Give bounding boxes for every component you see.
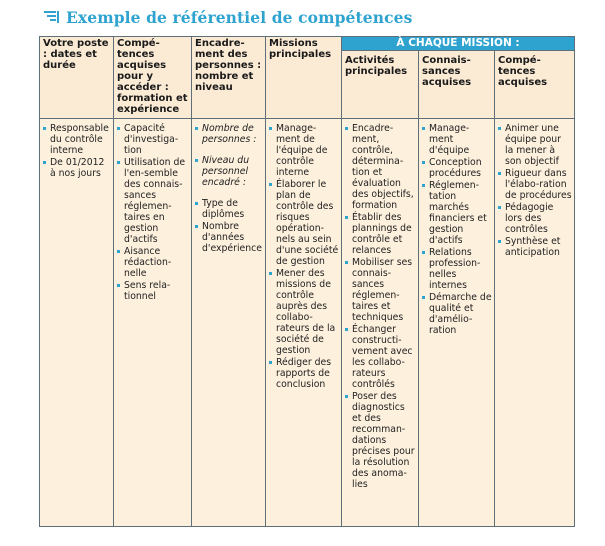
list-item: Animer une équipe pour la mener à son objectif: [498, 123, 572, 167]
list-item: Utilisation de l'en-semble des connais-sances réglemen-taires en gestion d'actifs: [117, 157, 189, 245]
list-item: Manage-ment de l'équipe de contrôle interne: [269, 123, 339, 178]
list-item: Rigueur dans l'élabo-ration de procédures: [498, 168, 572, 201]
list-item: Réglemen-tation marchés financiers et gestion d'actifs: [422, 180, 492, 246]
cell-competences: [495, 119, 575, 527]
cell-poste: [40, 119, 114, 527]
list-item: Élaborer le plan de contrôle des risques opération-nels au sein d'une société de gestion: [269, 179, 339, 267]
list-item: Capacité d'investiga-tion: [117, 123, 189, 156]
document-title: Exemple de référentiel de compétences: [66, 7, 413, 27]
competency-table: [39, 36, 575, 527]
header-encadrement: Encadre-ment des personnes : nombre et niveau: [192, 37, 266, 119]
cell-encadrement: [192, 119, 266, 527]
list-item: Pédagogie lors des contrôles: [498, 202, 572, 235]
list-item: De 01/2012 à nos jours: [43, 157, 111, 179]
header-a-chaque-mission: À CHAQUE MISSION :: [342, 37, 575, 51]
list-item: Nombre d'années d'expérience: [195, 221, 263, 254]
list-item: Type de diplômes: [195, 198, 263, 220]
list-item: Poser des diagnostics et des recomman-dations précises pour la résolution des anoma-lies: [345, 391, 416, 490]
list-item: Mobiliser ses connais-sances réglemen-taires et techniques: [345, 257, 416, 323]
header-competences-pour-acceder: Compé-tences acquises pour y accéder : formation et expérience: [114, 37, 192, 119]
header-competences: Compé-tences acquises: [495, 51, 575, 119]
header-connaissances: Connais-sances acquises: [419, 51, 495, 119]
list-item: Synthèse et anticipation: [498, 236, 572, 258]
heading-marker-icon: [44, 10, 60, 24]
list-item: Mener des missions de contrôle auprès des collabo-rateurs de la société de gestion: [269, 268, 339, 356]
list-item: Niveau du personnel encadré :: [195, 155, 263, 188]
cell-competences-pour-acceder: [114, 119, 192, 527]
list-item: Relations profession-nelles internes: [422, 247, 492, 291]
cell-missions: [266, 119, 342, 527]
list-item: Échanger constructi-vement avec les collabo-rateurs contrôlés: [345, 324, 416, 390]
cell-activites: [342, 119, 419, 527]
header-activites: Activités principales: [342, 51, 419, 119]
list-item: Manage-ment d'équipe: [422, 123, 492, 156]
list-item: Aisance rédaction-nelle: [117, 246, 189, 279]
list-item: Rédiger des rapports de conclusion: [269, 357, 339, 390]
list-item: Nombre de personnes :: [195, 123, 263, 145]
document-title-row: [44, 6, 412, 28]
header-poste: Votre poste : dates et durée: [40, 37, 114, 119]
list-item: Démarche de qualité et d'amélio-ration: [422, 292, 492, 336]
list-item: Établir des plannings de contrôle et relances: [345, 212, 416, 256]
header-missions: Missions principales: [266, 37, 342, 119]
list-item: Sens rela-tionnel: [117, 280, 189, 302]
list-item: Encadre-ment, contrôle, détermina-tion et évaluation des objectifs, formation: [345, 123, 416, 211]
list-item: Responsable du contrôle interne: [43, 123, 111, 156]
cell-connaissances: [419, 119, 495, 527]
list-item: Conception procédures: [422, 157, 492, 179]
